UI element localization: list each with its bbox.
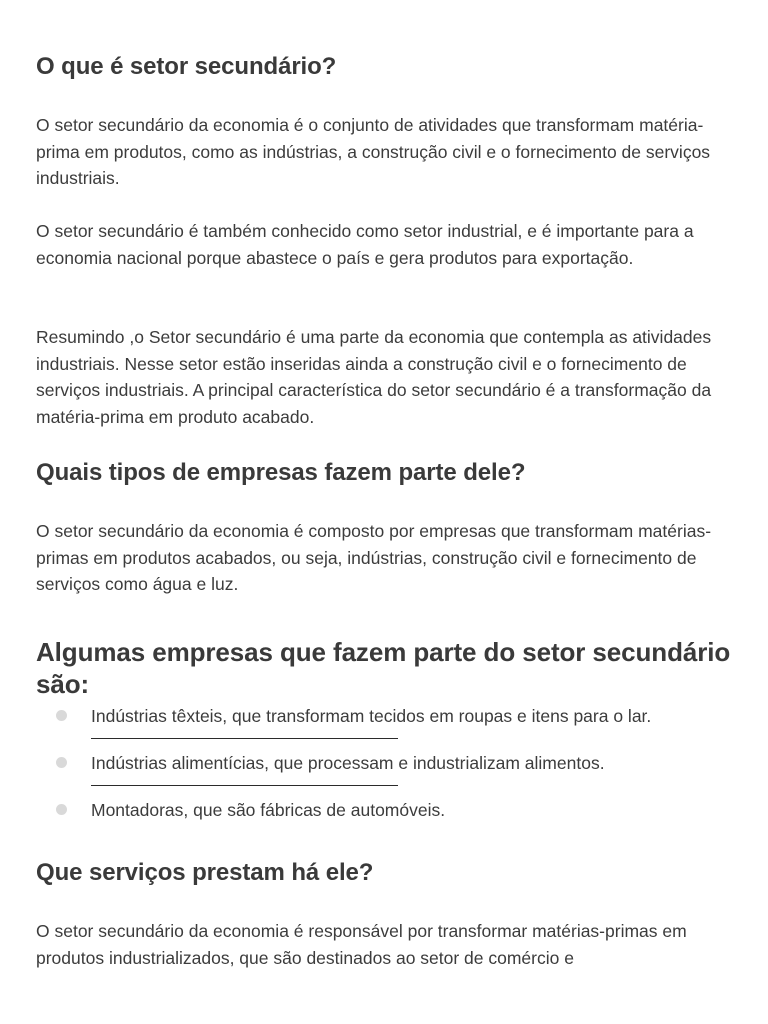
section-heading-example-companies: Algumas empresas que fazem parte do setor secundário são: — [36, 637, 731, 699]
bullet-icon — [56, 804, 67, 815]
paragraph-summary: Resumindo ,o Setor secundário é uma parte da economia que contempla as atividades industriais. Nesse setor estão inseridas ainda a construção civil e o fornecimento de serviços industriais. A principal característica do setor secundário é a transformação da matéria-prima em produto acabado. — [36, 327, 712, 427]
bullet-icon — [56, 757, 67, 768]
list-item-text: Indústrias alimentícias, que processam e industrializam alimentos. — [91, 753, 605, 773]
paragraph-company-types: O setor secundário da economia é composto por empresas que transformam matérias-primas em produtos acabados, ou seja, indústrias, construção civil e fornecimento de serviços como água e luz. — [36, 521, 712, 594]
list-item — [36, 750, 738, 797]
list-item — [36, 703, 738, 750]
list-item — [36, 797, 738, 844]
paragraph-definition: O setor secundário da economia é o conjunto de atividades que transformam matéria-prima em produtos, como as indústrias, a construção civil e o fornecimento de serviços industriais. — [36, 115, 711, 188]
section-heading-services: Que serviços prestam há ele? — [36, 859, 374, 886]
paragraph-services: O setor secundário da economia é responsável por transformar matérias-primas em produtos industrializados, que são destinados ao setor de comércio e — [36, 921, 687, 968]
section-heading-company-types: Quais tipos de empresas fazem parte dele? — [36, 459, 526, 486]
paragraph-industrial-sector: O setor secundário é também conhecido como setor industrial, e é importante para a economia nacional porque abastece o país e gera produtos para exportação. — [36, 221, 694, 268]
divider — [91, 738, 398, 739]
company-list — [36, 703, 738, 844]
divider — [91, 785, 398, 786]
section-heading-what-is: O que é setor secundário? — [36, 53, 337, 80]
bullet-icon — [56, 710, 67, 721]
list-item-text: Montadoras, que são fábricas de automóveis. — [91, 800, 446, 820]
list-item-text: Indústrias têxteis, que transformam tecidos em roupas e itens para o lar. — [91, 706, 652, 726]
